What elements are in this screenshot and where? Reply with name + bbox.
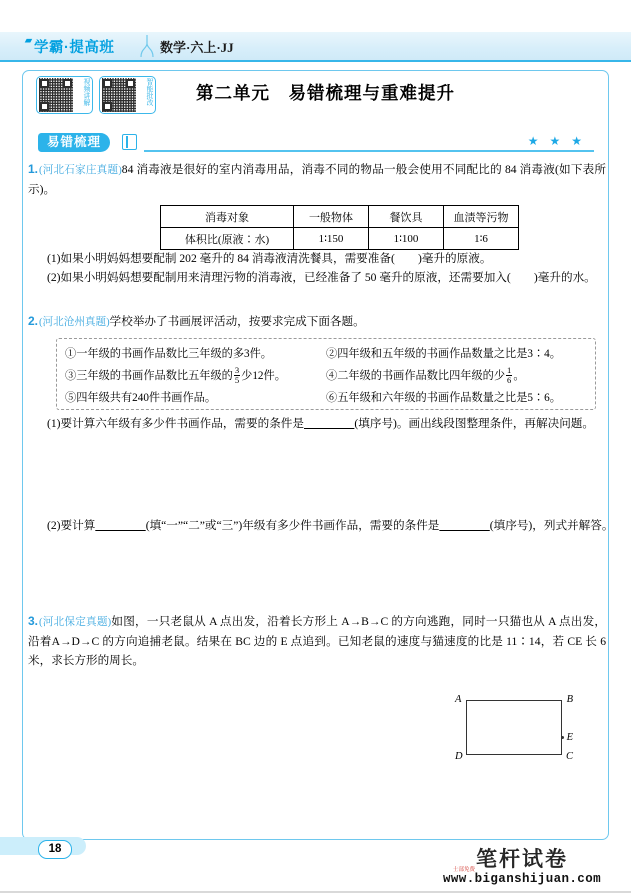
- table-row: [161, 206, 519, 228]
- problem-2-sub-2: [28, 516, 619, 535]
- condition-mark: ⑥: [326, 392, 338, 404]
- condition-item-4: [326, 365, 587, 387]
- problem-3-source: (河北保定真题): [39, 617, 112, 628]
- table-cell-ratio-blood: 1∶6: [444, 228, 519, 250]
- problem-1-stem: [28, 160, 606, 199]
- problem-1-sub-1: (1)如果小明妈妈想要配制 202 毫升的 84 消毒液清洗餐具，需要准备( )毫升的原液。: [47, 252, 492, 265]
- condition-item-2: [326, 343, 587, 365]
- fraction-one-sixth: $\frac{1}{6}$: [507, 364, 512, 385]
- figure-label-e: E: [566, 732, 573, 743]
- condition-row: [65, 365, 587, 387]
- figure-label-a: A: [455, 694, 462, 705]
- condition-mark: ③: [65, 370, 77, 382]
- difficulty-stars: ★ ★ ★: [527, 134, 586, 148]
- problem-3-figure: [455, 694, 573, 762]
- answer-blank[interactable]: [304, 417, 354, 430]
- subject-label: 数学·六上·JJ: [160, 40, 234, 55]
- condition-mark: ④: [326, 370, 338, 382]
- book-icon: [122, 134, 137, 150]
- problem-3-text: 如图，一只老鼠从 A 点出发，沿着长方形上 A→B→C 的方向逃跑，同时一只猫也从 A 点出发，沿着A→D→C 的方向追捕老鼠。结果在 BC 边的 E 点追到。已知老鼠的速度与猫速度的比是 11∶14，若 CE 长 6 米，求长方形的周长。: [28, 615, 606, 667]
- fraction-three-fifths: $\frac{3}{5}$: [234, 364, 240, 385]
- answer-blank-grade[interactable]: [95, 519, 145, 532]
- condition-row: [65, 343, 587, 365]
- problem-2-sub-1-text-b: (填序号)。画出线段图整理条件，再解决问题。: [354, 417, 594, 430]
- problem-2: [28, 312, 606, 332]
- section-tag: 易错梳理: [38, 133, 110, 152]
- table-cell-header-object: 消毒对象: [161, 206, 294, 228]
- watermark-title: 笔杆试卷: [476, 848, 568, 871]
- condition-row: [65, 387, 587, 409]
- condition-item-3: [65, 365, 326, 387]
- header-divider-icon: [140, 34, 154, 58]
- table-cell-header-tableware: 餐饮具: [369, 206, 444, 228]
- rectangle-shape: [466, 700, 562, 755]
- problem-1-source: (河北石家庄真题): [39, 165, 122, 176]
- brand-label: 学霸·提高班: [34, 40, 115, 56]
- problem-2-sub-1: [28, 414, 619, 433]
- problem-1-text: 84 消毒液是很好的室内消毒用品，消毒不同的物品一般会使用不同配比的 84 消毒液(如下表所示)。: [28, 163, 607, 196]
- table-cell-ratio-label: 体积比(原液∶水): [161, 228, 294, 250]
- problem-2-text: 学校举办了书画展评活动，按要求完成下面各题。: [109, 315, 365, 328]
- problem-2-sub-2-text-a: (2)要计算: [47, 519, 96, 532]
- problem-3-stem: [28, 612, 606, 670]
- problem-2-sub-2-text-b: (填“一”“二”或“三”)年级有多少件书画作品，需要的条件是: [145, 519, 440, 532]
- condition-item-5: [65, 387, 326, 409]
- condition-mark: ②: [326, 348, 338, 360]
- table-row: [161, 228, 519, 250]
- figure-label-b: B: [566, 694, 573, 705]
- figure-label-c: C: [565, 751, 573, 762]
- problem-1: [28, 160, 606, 199]
- condition-text-tail: 少12件。: [241, 370, 286, 382]
- problem-2-sub-2-text-c: (填序号)，列式并解答。: [489, 519, 614, 532]
- problem-1-table: [160, 205, 519, 250]
- qr-label-grading: 智能批改: [146, 78, 153, 106]
- condition-text: 四年级共有240件书画作品。: [76, 392, 217, 404]
- condition-text: 二年级的书画作品数比四年级的少: [337, 370, 506, 382]
- watermark-url: www.biganshijuan.com: [442, 872, 602, 886]
- section-header: [38, 133, 594, 157]
- condition-text: 五年级和六年级的书画作品数量之比是5∶6。: [337, 392, 561, 404]
- condition-item-1: [65, 343, 326, 365]
- page-number: 18: [38, 840, 72, 859]
- condition-text-tail: 。: [513, 370, 525, 382]
- condition-text: 一年级的书画作品数比三年级的多3件。: [76, 348, 272, 360]
- table-cell-ratio-tableware: 1∶100: [369, 228, 444, 250]
- figure-label-d: D: [455, 751, 463, 762]
- problem-1-sub-2: (2)如果小明妈妈想要配制用来清理污物的消毒液，已经准备了 50 毫升的原液，还需要加入( )毫升的水。: [47, 271, 596, 284]
- problem-2-number: 2.: [28, 314, 39, 328]
- condition-mark: ⑤: [65, 392, 77, 404]
- answer-blank-conditions[interactable]: [439, 519, 489, 532]
- problem-2-conditions-box: [56, 338, 596, 410]
- condition-item-6: [326, 387, 587, 409]
- brand-logo: [25, 35, 115, 57]
- problem-3: [28, 612, 606, 670]
- graduation-cap-icon: ▰: [25, 35, 33, 45]
- problem-2-source: (河北沧州真题): [39, 317, 110, 328]
- problem-1-number: 1.: [28, 162, 39, 176]
- table-cell-header-blood: 血渍等污物: [444, 206, 519, 228]
- page-title: 第二单元 易错梳理与重难提升: [196, 83, 455, 103]
- condition-mark: ①: [65, 348, 77, 360]
- problem-2-stem: [28, 312, 606, 332]
- figure-point-e-dot: [561, 736, 564, 739]
- condition-text: 四年级和五年级的书画作品数量之比是3∶4。: [337, 348, 561, 360]
- problem-3-number: 3.: [28, 614, 39, 628]
- condition-text: 三年级的书画作品数比五年级的: [76, 370, 233, 382]
- watermark: [427, 848, 617, 887]
- watermark-tagline: 士部免费: [453, 867, 476, 873]
- problem-2-sub-1-text-a: (1)要计算六年级有多少件书画作品，需要的条件是: [47, 417, 304, 430]
- table-cell-header-general: 一般物体: [294, 206, 369, 228]
- table-cell-ratio-general: 1∶150: [294, 228, 369, 250]
- section-rule: [144, 150, 594, 152]
- qr-label-video: 视频讲解: [83, 78, 90, 106]
